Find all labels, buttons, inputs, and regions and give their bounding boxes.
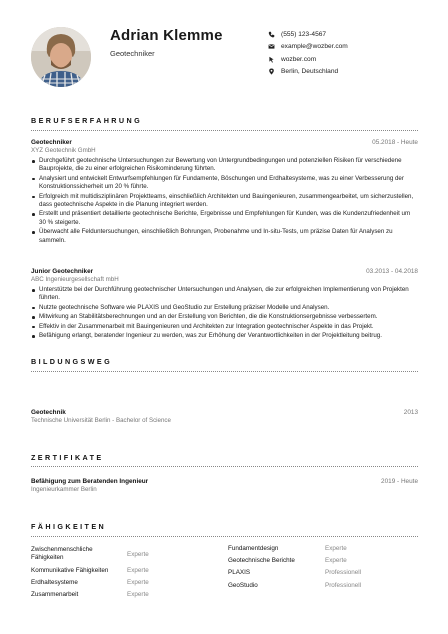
phone-icon (268, 31, 275, 38)
skill-level: Professionell (325, 581, 362, 589)
section-divider (31, 130, 418, 131)
skill-name: Fundamentdesign (228, 545, 279, 552)
list-item: Erfolgreich mit multidisziplinären Projektteams, einschließlich Architekten und Bauingenieuren, zusammengearbeitet, um sicherzustellen, dass geotechnische Aspekte in die Planung integriert werden. (31, 193, 418, 210)
skill-name: Kommunikative Fähigkeiten (31, 567, 109, 574)
portrait-image (31, 27, 91, 87)
location-text: Berlin, Deutschland (281, 68, 339, 75)
list-item: Erstellt und präsentiert detaillierte geotechnische Berichte, Ergebnisse und Empfehlungen für Kunden, was die Kundenzufriedenheit um 30 % steigerte. (31, 210, 418, 227)
section-title-education: BILDUNGSWEG (31, 357, 113, 366)
certificate-date: 2019 - Heute (381, 478, 418, 485)
list-item: Mitwirkung an Stabilitätsberechnungen und an der Erstellung von Berichten, die die Konstruktionsergebnisse verbessertem. (31, 313, 418, 321)
contact-website (268, 53, 438, 65)
contact-email (268, 41, 438, 53)
skill-name: Zwischenmenschliche Fähigkeiten (31, 546, 93, 561)
job-bullets (31, 286, 418, 340)
candidate-role: Geotechniker (110, 49, 155, 58)
skill-item (228, 556, 418, 565)
email-text[interactable]: example@wozber.com (281, 43, 348, 50)
skill-level: Experte (325, 557, 347, 565)
skill-name: PLAXIS (228, 569, 251, 577)
list-item: Durchgeführt geotechnische Untersuchungen zur Bewertung von Untergrundbedingungen und potenziellen Risiken für verschiedene Bauprojekte, die zu einer erfolgreichen Risikominderung führten. (31, 157, 418, 174)
skill-name: Erdhaltesysteme (31, 579, 78, 587)
job-bullets (31, 157, 418, 245)
skill-item (228, 581, 418, 590)
skill-item (228, 544, 418, 553)
section-divider (31, 371, 418, 372)
contact-location (268, 66, 438, 78)
job-date: 03.2013 - 04.2018 (366, 268, 418, 275)
skill-item (228, 568, 418, 577)
list-item: Nutzte geotechnische Software wie PLAXIS und GeoStudio zur Erstellung präziser Modelle und Analysen. (31, 304, 418, 312)
skill-name: Geotechnische Berichte (228, 557, 295, 565)
phone-text: (555) 123-4567 (281, 30, 327, 38)
skill-level: Experte (127, 567, 149, 574)
resume-header (0, 0, 448, 110)
school-name: Technische Universität Berlin - Bachelor of Science (31, 417, 171, 424)
job-title: Geotechniker (31, 139, 72, 146)
skill-name: GeoStudio (228, 581, 258, 589)
skill-item (31, 590, 221, 599)
degree-title: Geotechnik (31, 409, 66, 416)
cursor-icon (268, 56, 275, 63)
section-title-experience: BERUFSERFAHRUNG (31, 116, 143, 125)
list-item: Effektiv in der Zusammenarbeit mit Bauingenieuren und Architekten zur Integration geotechnischer Aspekte in das Projekt. (31, 323, 418, 331)
location-pin-icon (268, 68, 275, 75)
skill-level: Experte (127, 550, 149, 558)
skill-item (31, 566, 221, 575)
candidate-name: Adrian Klemme (110, 27, 223, 44)
job-company: ABC Ingenieurgesellschaft mbH (31, 276, 119, 283)
list-item: Überwacht alle Felduntersuchungen, einschließlich Bohrungen, Probenahme und In-situ-Tests, um präzise Daten für Analysen zu sammeln. (31, 228, 418, 245)
certificate-title: Befähigung zum Beratenden Ingenieur (31, 478, 149, 485)
job-title: Junior Geotechniker (31, 268, 94, 275)
contact-list (268, 28, 438, 78)
job-company: XYZ Geotechnik GmbH (31, 147, 96, 154)
skill-level: Professionell (325, 569, 362, 577)
skills-column-right (228, 544, 418, 593)
experience-entry (31, 268, 418, 341)
skill-level: Experte (325, 545, 347, 552)
skill-level: Experte (127, 579, 149, 587)
skills-column-left (31, 544, 221, 603)
list-item: Unterstützte bei der Durchführung geotechnischer Untersuchungen und Analysen, die zur erfolgreichen Implementierung von Projekten führten. (31, 286, 418, 303)
list-item: Befähigung erlangt, beratender Ingenieur zu werden, was zur Erhöhung der Verantwortlichkeiten in der Projektleitung beitrug. (31, 332, 418, 340)
website-text[interactable]: wozber.com (281, 55, 317, 63)
education-entry (31, 409, 418, 424)
skill-item (31, 578, 221, 587)
experience-entry (31, 139, 418, 246)
certificate-entry (31, 478, 418, 493)
section-title-skills: FÄHIGKEITEN (31, 522, 107, 531)
certificate-issuer: Ingenieurkammer Berlin (31, 486, 97, 493)
skill-level: Experte (127, 591, 149, 599)
list-item: Analysiert und entwickelt Entwurfsempfehlungen für Fundamente, Böschungen und Erdhaltesysteme, was zu einer Verbesserung der Konstruktionssicherheit um 20 % führte. (31, 175, 418, 192)
degree-date: 2013 (403, 409, 418, 416)
contact-phone (268, 28, 438, 40)
mail-icon (268, 43, 275, 50)
avatar (31, 27, 91, 87)
section-divider (31, 536, 418, 537)
job-date: 05.2018 - Heute (372, 139, 418, 146)
section-title-certificates: ZERTIFIKATE (31, 453, 104, 462)
skill-name: Zusammenarbeit (31, 591, 79, 599)
skill-item (31, 544, 221, 564)
section-divider (31, 466, 418, 467)
